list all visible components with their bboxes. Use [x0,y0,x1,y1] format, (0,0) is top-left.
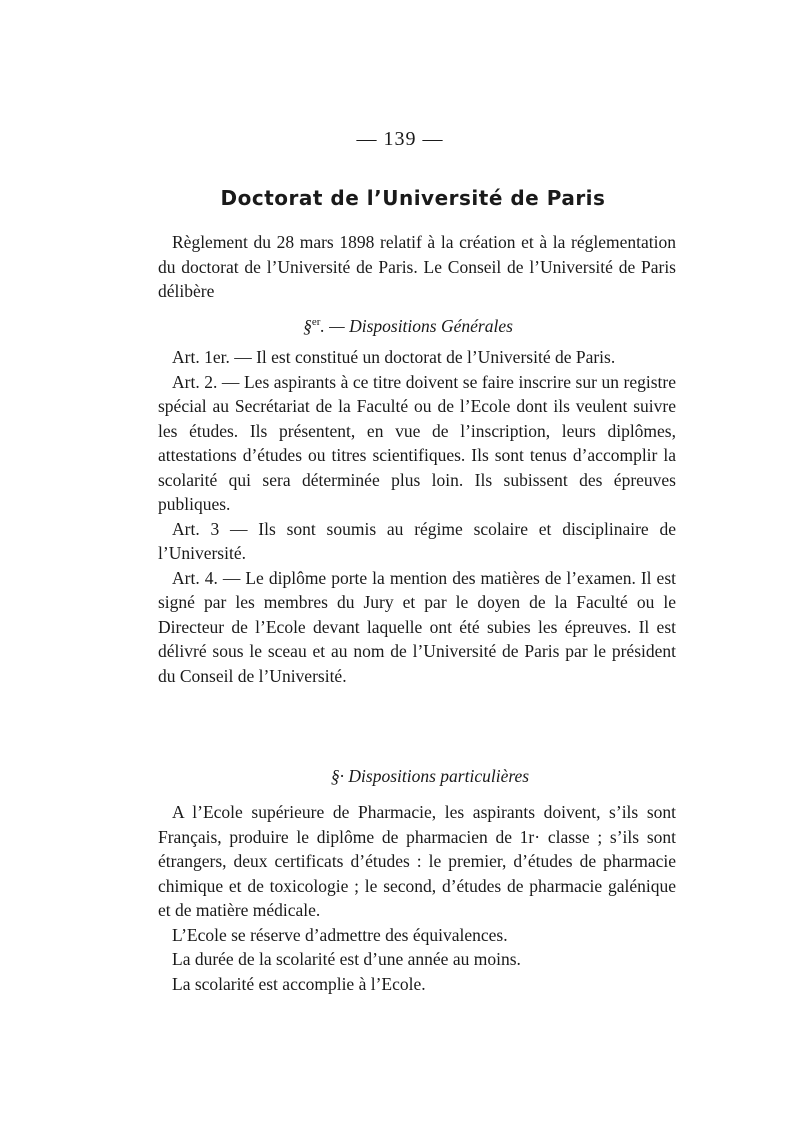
section-heading-particular: §· Dispositions particulières [330,766,530,786]
article-2: Art. 2. — Les aspirants à ce titre doivent se faire inscrire sur un registre spécial au Secrétariat de la Faculté ou de l’Ecole dont ils veulent suivre les études. Ils présentent, en vue de l’inscription, leurs diplômes, attestations d’études ou titres scientifiques. Ils sont tenus d’accomplir la scolarité qui sera déterminée plus loin. Ils subissent des épreuves publiques. [158,371,676,514]
article-4: Art. 4. — Le diplôme porte la mention des matières de l’examen. Il est signé par les membres du Jury et par le doyen de la Faculté ou le Directeur de l’Ecole devant laquelle ont été subies les épreuves. Il est délivré sous le sceau et au nom de l’Université de Paris par le président du Conseil de l’Université. [158,567,676,686]
particular-paragraph-1: A l’Ecole supérieure de Pharmacie, les aspirants doivent, s’ils sont Français, produire le diplôme de pharmacien de 1r· classe ; s’ils sont étrangers, deux certificats d’études : le premier, d’études de pharmacie chimique et de toxicologie ; le second, d’études de pharmacie galénique et de matière médicale. [158,802,676,920]
page-title: Doctorat de l’Université de Paris [220,186,606,210]
articles-block [158,345,676,688]
section-heading-general [8,316,800,337]
article-1: Art. 1er. — Il est constitué un doctorat de l’Université de Paris. [172,347,616,367]
intro-paragraph: Règlement du 28 mars 1898 relatif à la création et à la réglementation du doctorat de l’Université de Paris. Le Conseil de l’Université de Paris délibère [158,232,676,301]
article-3: Art. 3 — Ils sont soumis au régime scolaire et disciplinaire de l’Université. [158,518,676,563]
page-number: — 139 — [356,128,444,150]
section-mark: § [303,316,312,336]
particular-paragraph-3: La durée de la scolarité est d’une année au moins. [172,949,521,969]
particular-paragraph-4: La scolarité est accomplie à l’Ecole. [172,973,426,994]
section-sup: er [311,316,321,329]
section-heading-text: . — Dispositions Générales [320,316,513,336]
particular-block [158,800,676,996]
particular-paragraph-2: L’Ecole se réserve d’admettre des équivalences. [172,924,508,945]
